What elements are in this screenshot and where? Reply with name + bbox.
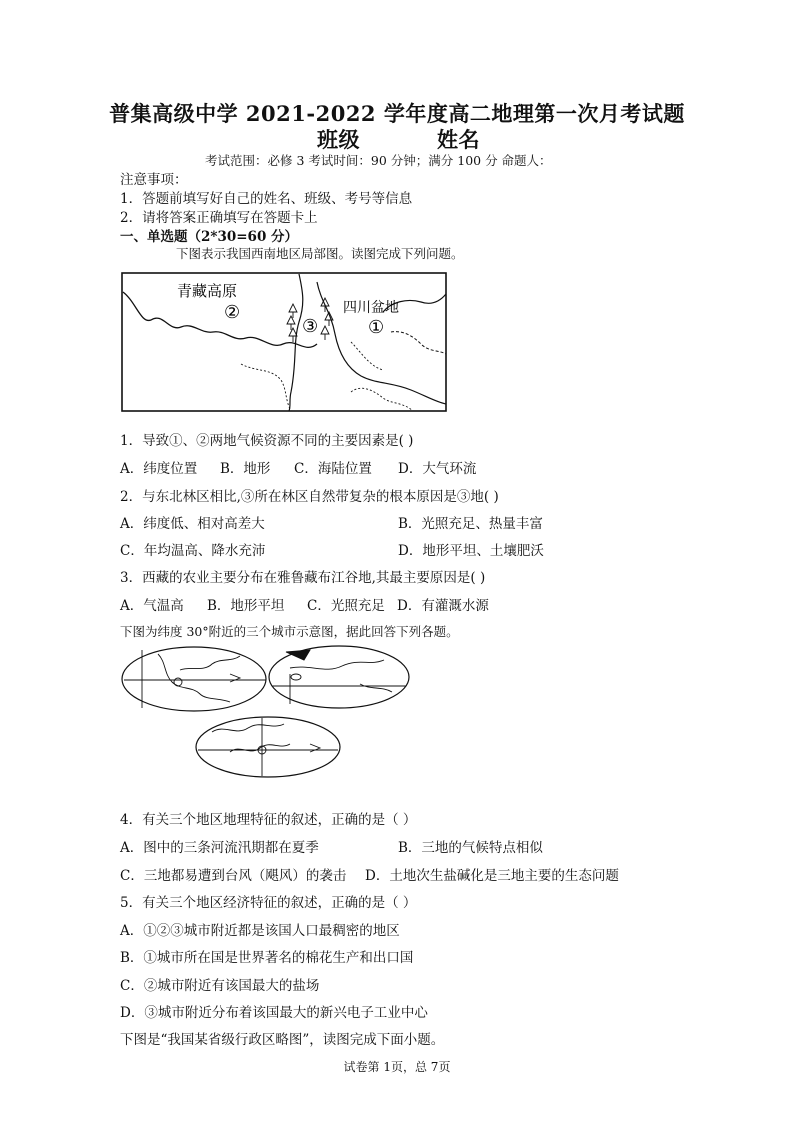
q1-option-a: A．纬度位置	[120, 461, 198, 477]
question-5-stem: 5．有关三个地区经济特征的叙述，正确的是（ ）	[120, 895, 417, 911]
question-4-stem: 4．有关三个地区地理特征的叙述，正确的是（ ）	[120, 812, 417, 828]
q2-option-d: D．地形平坦、土壤肥沃	[398, 543, 544, 559]
exam-info: 考试范围：必修 3 考试时间：90 分钟；满分 100 分 命题人：	[205, 153, 552, 168]
notice-item: 1．答题前填写好自己的姓名、班级、考号等信息	[120, 191, 413, 207]
q5-option-d: D．③城市附近分布着该国最大的新兴电子工业中心	[120, 1005, 428, 1021]
q3-option-b: B．地形平坦	[207, 598, 285, 614]
q5-option-a: A．①②③城市附近都是该国人口最稠密的地区	[120, 923, 400, 939]
class-label: 班级	[317, 127, 360, 152]
marker-3: ③	[302, 316, 319, 337]
q1-option-d: D．大气环流	[398, 461, 477, 477]
marker-1: ①	[368, 317, 385, 338]
page-footer: 试卷第 1页，总 7页	[343, 1060, 451, 1074]
three-cities-map	[120, 644, 440, 778]
question-3-stem: 3．西藏的农业主要分布在雅鲁藏布江谷地,其最主要原因是( )	[120, 570, 486, 586]
notice-item: 2．请将答案正确填写在答题卡上	[120, 210, 318, 226]
intro-text: 下图表示我国西南地区局部图。读图完成下列问题。	[176, 246, 464, 261]
intro-text: 下图为纬度 30°附近的三个城市示意图，据此回答下列各题。	[120, 624, 459, 639]
q4-option-c: C．三地都易遭到台风（飓风）的袭击	[120, 868, 347, 884]
q5-option-b: B．①城市所在国是世界著名的棉花生产和出口国	[120, 950, 414, 966]
q4-option-d: D．土地次生盐碱化是三地主要的生态问题	[365, 868, 619, 884]
label-plateau: 青藏高原	[177, 282, 238, 300]
q3-option-d: D．有灌溉水源	[397, 598, 489, 614]
q3-option-a: A．气温高	[120, 598, 184, 614]
q4-option-a: A．图中的三条河流汛期都在夏季	[120, 840, 319, 856]
label-basin: 四川盆地	[343, 300, 399, 316]
q1-option-c: C．海陆位置	[294, 461, 372, 477]
q4-option-b: B．三地的气候特点相似	[398, 840, 543, 856]
q2-option-a: A．纬度低、相对高差大	[120, 516, 265, 532]
section-heading: 一、单选题（2*30=60 分）	[120, 229, 299, 245]
name-label: 姓名	[437, 127, 480, 152]
question-2-stem: 2．与东北林区相比,③所在林区自然带复杂的根本原因是③地( )	[120, 489, 499, 505]
q1-option-b: B．地形	[220, 461, 271, 477]
notice-heading: 注意事项：	[120, 172, 188, 188]
q3-option-c: C．光照充足	[307, 598, 385, 614]
question-1-stem: 1．导致①、②两地气候资源不同的主要因素是( )	[120, 433, 414, 449]
exam-title: 普集高级中学 2021-2022 学年度高二地理第一次月考试题	[109, 101, 685, 126]
intro-text: 下图是“我国某省级行政区略图”，读图完成下面小题。	[120, 1032, 445, 1048]
marker-2: ②	[224, 302, 241, 323]
q2-option-c: C．年均温高、降水充沛	[120, 543, 266, 559]
q5-option-c: C．②城市附近有该国最大的盐场	[120, 978, 320, 994]
southwest-china-map	[121, 272, 447, 412]
q2-option-b: B．光照充足、热量丰富	[398, 516, 543, 532]
